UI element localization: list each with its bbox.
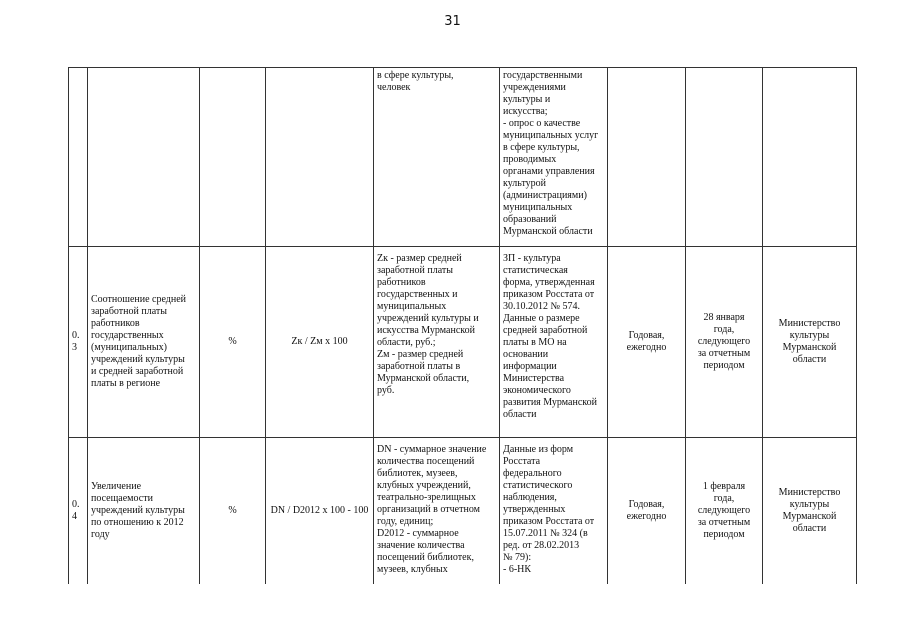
responsible: Министерство культуры Мурманской области xyxy=(763,247,857,438)
periodicity: Годовая, ежегодно xyxy=(608,247,686,438)
data-source: ЗП - культура статистическая форма, утвержденная приказом Росстата от 30.10.2012 № 574. Данные о размере средней заработной платы в МО на основании информации Министерства экономического развития Мурманской области xyxy=(500,247,608,438)
row-number: 0.4 xyxy=(69,438,88,585)
periodicity: Годовая, ежегодно xyxy=(608,438,686,585)
formula xyxy=(266,68,374,247)
unit: % xyxy=(200,438,266,585)
formula: DN / D2012 x 100 - 100 xyxy=(266,438,374,585)
deadline: 1 февраля года, следующего за отчетным периодом xyxy=(686,438,763,585)
definition: Zк - размер средней заработной платы работников государственных и муниципальных учреждений культуры и искусства Мурманской области, руб.; Zм - размер средней заработной платы в Мурманской области, руб. xyxy=(374,247,500,438)
data-source: государственными учреждениями культуры и искусства; - опрос о качестве муниципальных услуг в сфере культуры, проводимых органами управления культурой (администрациями) муниципальных образований Мурманской области xyxy=(500,68,608,247)
periodicity xyxy=(608,68,686,247)
row-number: 0.3 xyxy=(69,247,88,438)
indicator-name xyxy=(88,68,200,247)
responsible: Министерство культуры Мурманской области xyxy=(763,438,857,585)
unit xyxy=(200,68,266,247)
data-source: Данные из форм Росстата федерального статистического наблюдения, утвержденных приказом Росстата от 15.07.2011 № 324 (в ред. от 28.02.2013 № 79): - 6-НК xyxy=(500,438,608,585)
indicator-name: Увеличение посещаемости учреждений культуры по отношению к 2012 году xyxy=(88,438,200,585)
definition: в сфере культуры, человек xyxy=(374,68,500,247)
page-number: 31 xyxy=(444,14,461,29)
indicators-table xyxy=(68,67,857,584)
unit: % xyxy=(200,247,266,438)
table-row xyxy=(69,247,857,438)
formula: Zк / Zм x 100 xyxy=(266,247,374,438)
indicator-name: Соотношение средней заработной платы работников государственных (муниципальных) учреждений культуры и средней заработной платы в регионе xyxy=(88,247,200,438)
definition: DN - суммарное значение количества посещений библиотек, музеев, клубных учреждений, театрально-зрелищных организаций в отчетном году, единиц; D2012 - суммарное значение количества посещений библиотек, музеев, клубных xyxy=(374,438,500,585)
table-row xyxy=(69,68,857,247)
table-row xyxy=(69,438,857,585)
deadline xyxy=(686,68,763,247)
deadline: 28 января года, следующего за отчетным периодом xyxy=(686,247,763,438)
row-number xyxy=(69,68,88,247)
responsible xyxy=(763,68,857,247)
